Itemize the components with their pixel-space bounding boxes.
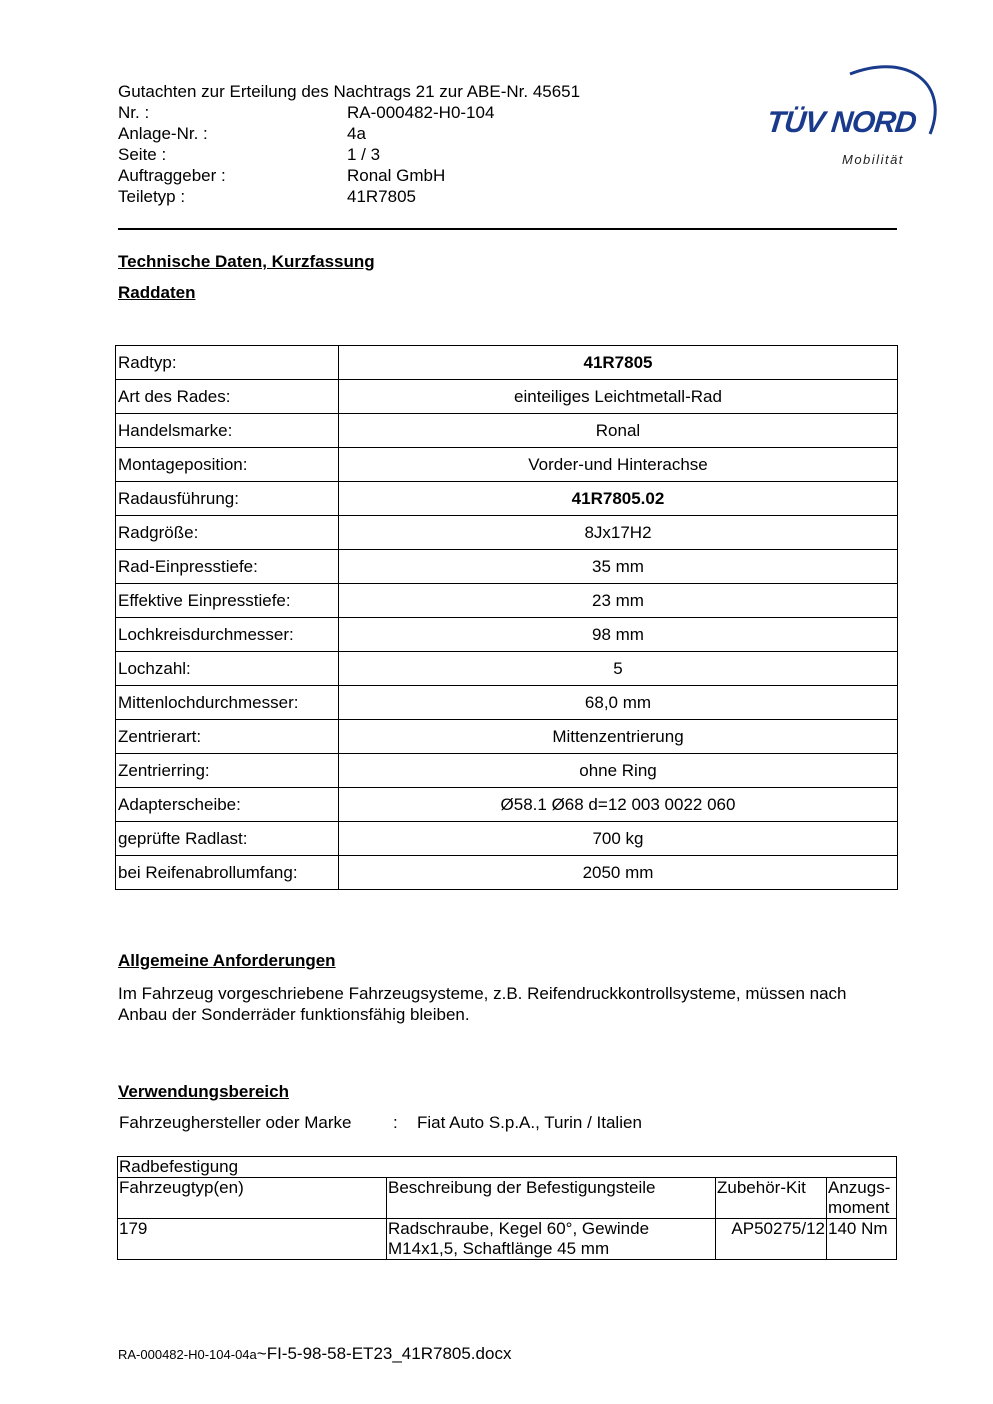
- wheel-param-label: Lochkreisdurchmesser:: [116, 618, 339, 652]
- wheel-param-label: bei Reifenabrollumfang:: [116, 856, 339, 890]
- wheel-param-label: Zentrierart:: [116, 720, 339, 754]
- wheel-param-label: Zentrierring:: [116, 754, 339, 788]
- wheel-param-value: 68,0 mm: [339, 686, 898, 720]
- wheel-param-value: Ø58.1 Ø68 d=12 003 0022 060: [339, 788, 898, 822]
- wheel-param-value: Vorder-und Hinterachse: [339, 448, 898, 482]
- table-row: [116, 788, 898, 822]
- header-field-auftraggeber: Auftraggeber : Ronal GmbH: [118, 166, 446, 185]
- header-field-anlage: Anlage-Nr. : 4a: [118, 124, 366, 143]
- wheel-data-table: [115, 345, 898, 890]
- wheel-param-value: 2050 mm: [339, 856, 898, 890]
- logo-subtitle: Mobilität: [842, 152, 904, 167]
- header-field-nr: Nr. : RA-000482-H0-104: [118, 103, 495, 122]
- manufacturer-label: Fahrzeughersteller oder Marke: [119, 1113, 352, 1132]
- wheel-param-value: Mittenzentrierung: [339, 720, 898, 754]
- mounting-caption-row: [118, 1157, 897, 1178]
- wheel-param-value: 5: [339, 652, 898, 686]
- table-row: [116, 754, 898, 788]
- cell-zubehoer: AP50275/12: [716, 1219, 827, 1260]
- mounting-header-row: [118, 1178, 897, 1219]
- table-row: [116, 822, 898, 856]
- wheel-param-label: Adapterscheibe:: [116, 788, 339, 822]
- cell-beschreibung: Radschraube, Kegel 60°, Gewinde M14x1,5, Schaftlänge 45 mm: [387, 1219, 716, 1260]
- document-title: Gutachten zur Erteilung des Nachtrags 21 zur ABE-Nr. 45651: [118, 82, 581, 101]
- tuv-nord-logo: [760, 56, 940, 176]
- table-row: [116, 584, 898, 618]
- table-row: [116, 720, 898, 754]
- wheel-param-label: Lochzahl:: [116, 652, 339, 686]
- table-row: [116, 482, 898, 516]
- wheel-param-value: 41R7805.02: [339, 482, 898, 516]
- table-row: [116, 856, 898, 890]
- col-header-zubehoer: Zubehör-Kit: [716, 1178, 827, 1219]
- table-row: [116, 618, 898, 652]
- footer-doc-id: RA-000482-H0-104-04a: [118, 1347, 257, 1362]
- section-title-technische-daten: Technische Daten, Kurzfassung: [118, 252, 375, 271]
- table-row: [116, 448, 898, 482]
- table-row: [116, 380, 898, 414]
- manufacturer-value: Fiat Auto S.p.A., Turin / Italien: [417, 1113, 642, 1132]
- logo-brand: TÜV NORD: [765, 106, 918, 139]
- wheel-param-value: 35 mm: [339, 550, 898, 584]
- wheel-param-value: 41R7805: [339, 346, 898, 380]
- wheel-param-value: 98 mm: [339, 618, 898, 652]
- section-subtitle-raddaten: Raddaten: [118, 283, 196, 302]
- wheel-param-label: Radtyp:: [116, 346, 339, 380]
- wheel-param-value: 700 kg: [339, 822, 898, 856]
- wheel-param-label: Effektive Einpresstiefe:: [116, 584, 339, 618]
- table-row: [116, 516, 898, 550]
- footer-file: ~FI-5-98-58-ET23_41R7805.docx: [256, 1344, 512, 1363]
- manufacturer-line: [119, 1113, 642, 1133]
- mounting-table: [117, 1156, 897, 1260]
- wheel-param-label: geprüfte Radlast:: [116, 822, 339, 856]
- wheel-param-label: Handelsmarke:: [116, 414, 339, 448]
- wheel-param-label: Rad-Einpresstiefe:: [116, 550, 339, 584]
- wheel-param-label: Montageposition:: [116, 448, 339, 482]
- wheel-param-value: ohne Ring: [339, 754, 898, 788]
- header-field-teiletyp: Teiletyp : 41R7805: [118, 187, 417, 206]
- document-header: [118, 81, 580, 207]
- section-title-verwendungsbereich: Verwendungsbereich: [118, 1082, 289, 1101]
- requirements-text: Im Fahrzeug vorgeschriebene Fahrzeugsysteme, z.B. Reifendruckkontrollsysteme, müssen nach Anbau der Sonderräder funktionsfähig bleiben.: [118, 984, 847, 1024]
- table-row: [118, 1219, 897, 1260]
- wheel-param-label: Mittenlochdurchmesser:: [116, 686, 339, 720]
- cell-anzugsmoment: 140 Nm: [827, 1219, 897, 1260]
- table-row: [116, 686, 898, 720]
- header-field-seite: Seite : 1 / 3: [118, 145, 381, 164]
- col-header-beschreibung: Beschreibung der Befestigungsteile: [387, 1178, 716, 1219]
- header-divider: [118, 228, 897, 230]
- wheel-param-value: Ronal: [339, 414, 898, 448]
- footer-filename: [118, 1344, 511, 1364]
- manufacturer-separator: :: [393, 1113, 398, 1132]
- mounting-caption: Radbefestigung: [118, 1157, 897, 1178]
- table-row: [116, 652, 898, 686]
- table-row: [116, 550, 898, 584]
- wheel-param-label: Radgröße:: [116, 516, 339, 550]
- table-row: [116, 346, 898, 380]
- col-header-fahrzeugtyp: Fahrzeugtyp(en): [118, 1178, 387, 1219]
- wheel-param-label: Radausführung:: [116, 482, 339, 516]
- wheel-param-value: 23 mm: [339, 584, 898, 618]
- wheel-param-value: einteiliges Leichtmetall-Rad: [339, 380, 898, 414]
- wheel-param-label: Art des Rades:: [116, 380, 339, 414]
- section-title-allgemeine-anforderungen: Allgemeine Anforderungen: [118, 951, 336, 970]
- col-header-anzugsmoment: Anzugs-moment: [827, 1178, 897, 1219]
- table-row: [116, 414, 898, 448]
- cell-fahrzeugtyp: 179: [118, 1219, 387, 1260]
- wheel-param-value: 8Jx17H2: [339, 516, 898, 550]
